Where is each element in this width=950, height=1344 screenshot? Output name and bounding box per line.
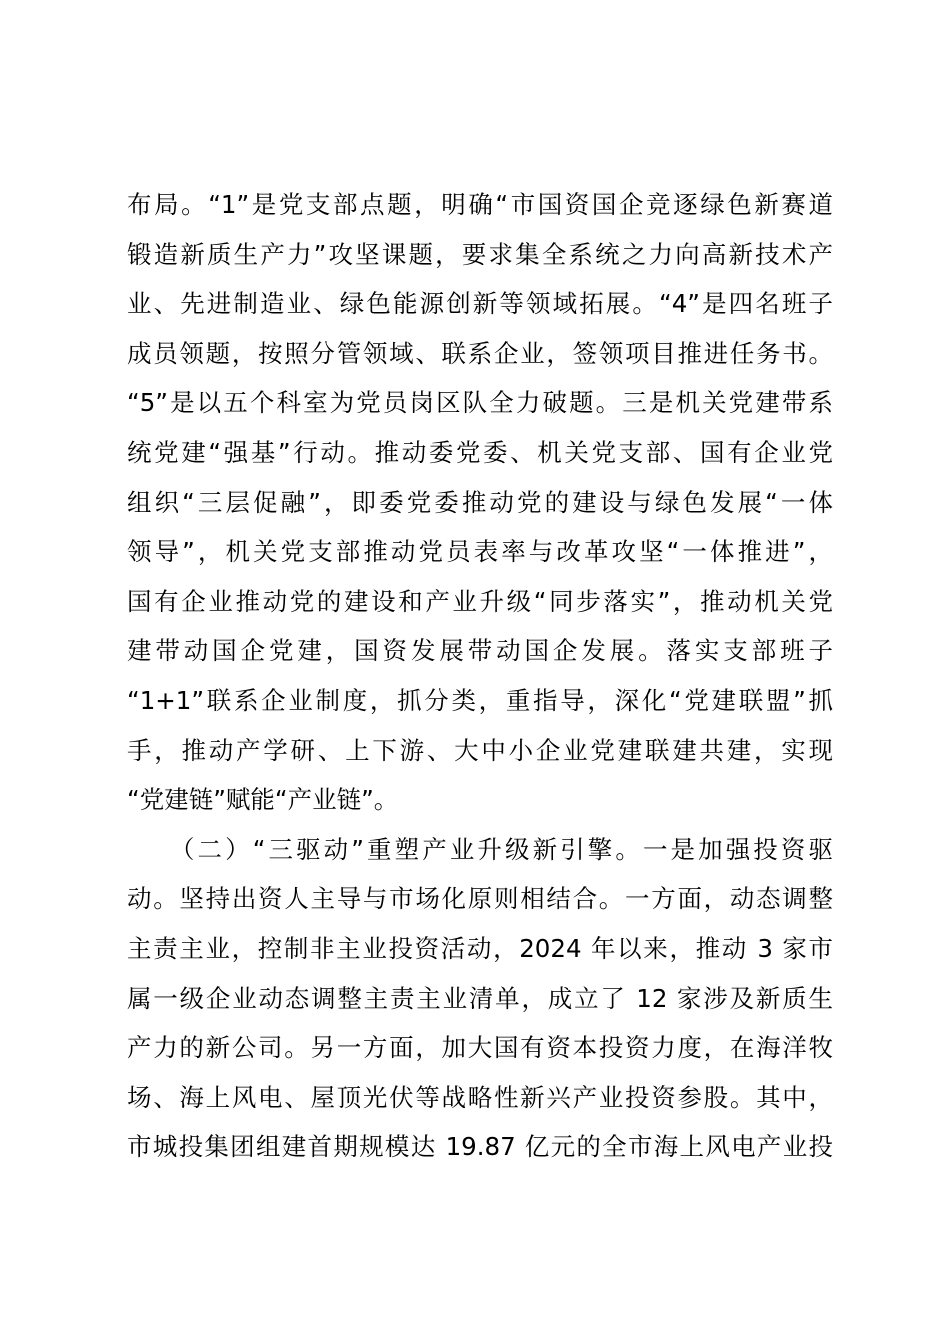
text-line: 锻造新质生产力”攻坚课题，要求集全系统之力向高新技术产: [127, 239, 833, 269]
text-line: 布局。“1”是党支部点题，明确“市国资国企竞逐绿色新赛道: [127, 190, 833, 219]
text-line: 主责主业，控制非主业投资活动，2024 年以来，推动 3 家市: [127, 933, 833, 963]
text-line: 场、海上风电、屋顶光伏等战略性新兴产业投资参股。其中，: [127, 1082, 833, 1112]
text-line: 组织“三层促融”，即委党委推动党的建设与绿色发展“一体: [127, 487, 833, 517]
text-line: 手，推动产学研、上下游、大中小企业党建联建共建，实现: [127, 735, 833, 765]
text-line: 动。坚持出资人主导与市场化原则相结合。一方面，动态调整: [127, 884, 833, 914]
text-line: “5”是以五个科室为党员岗区队全力破题。三是机关党建带系: [127, 388, 833, 418]
paragraph-end-line: “党建链”赋能“产业链”。: [127, 785, 399, 815]
text-line: 市城投集团组建首期规模达 19.87 亿元的全市海上风电产业投: [127, 1132, 833, 1162]
body-text: [127, 180, 833, 1172]
text-line: 产力的新公司。另一方面，加大国有资本投资力度，在海洋牧: [127, 1033, 833, 1063]
paragraph-heading-line: （二）“三驱动”重塑产业升级新引擎。一是加强投资驱: [127, 834, 833, 864]
text-line: 领导”，机关党支部推动党员表率与改革攻坚“一体推进”，: [127, 537, 833, 567]
text-line: 成员领题，按照分管领域、联系企业，签领项目推进任务书。: [127, 338, 833, 368]
text-line: 建带动国企党建，国资发展带动国企发展。落实支部班子: [127, 636, 833, 666]
text-line: 属一级企业动态调整主责主业清单，成立了 12 家涉及新质生: [127, 983, 833, 1013]
text-line: 业、先进制造业、绿色能源创新等领域拓展。“4”是四名班子: [127, 289, 833, 319]
text-line: 国有企业推动党的建设和产业升级“同步落实”，推动机关党: [127, 586, 833, 616]
text-line: “1+1”联系企业制度，抓分类，重指导，深化“党建联盟”抓: [127, 685, 833, 715]
text-line: 统党建“强基”行动。推动委党委、机关党支部、国有企业党: [127, 437, 833, 467]
